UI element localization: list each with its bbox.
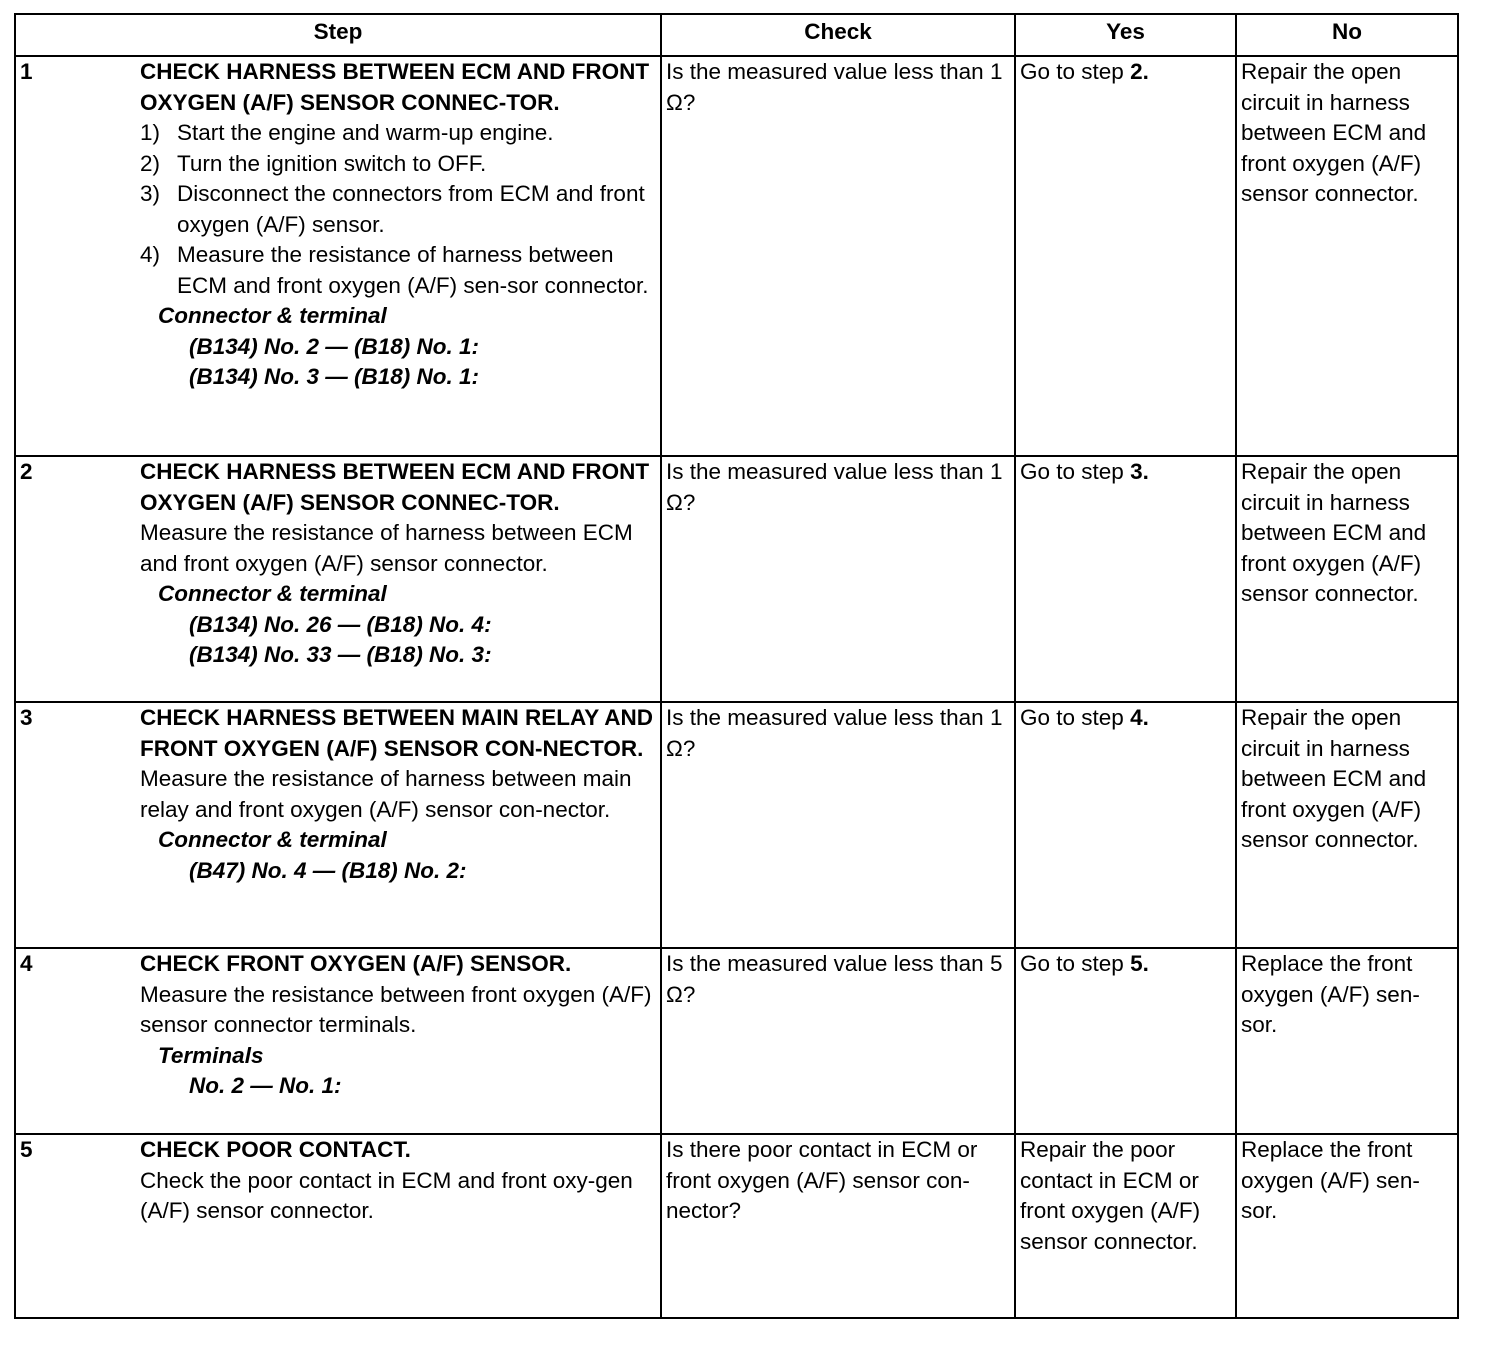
check-cell: Is the measured value less than 1 Ω? xyxy=(661,702,1015,948)
step-body: Measure the resistance of harness between ECM and front oxygen (A/F) sensor connector. xyxy=(140,520,633,576)
check-cell: Is there poor contact in ECM or front oxygen (A/F) sensor con-nector? xyxy=(661,1134,1015,1318)
step-body: Check the poor contact in ECM and front oxy-gen (A/F) sensor connector. xyxy=(140,1167,633,1223)
check-cell: Is the measured value less than 5 Ω? xyxy=(661,948,1015,1134)
step-description xyxy=(136,456,661,702)
step-description xyxy=(136,1134,661,1318)
terminal-line: No. 2 — No. 1: xyxy=(189,1073,342,1098)
header-check: Check xyxy=(661,14,1015,56)
step-number: 5 xyxy=(15,1134,136,1318)
connector-terminal-line: (B134) No. 33 — (B18) No. 3: xyxy=(189,642,492,667)
list-item: 3) Disconnect the connectors from ECM and front oxygen (A/F) sensor. xyxy=(140,181,645,237)
step-body: Measure the resistance of harness between main relay and front oxygen (A/F) sensor con-nector. xyxy=(140,766,632,822)
no-cell: Repair the open circuit in harness between ECM and front oxygen (A/F) sensor connector. xyxy=(1236,702,1458,948)
header-yes: Yes xyxy=(1015,14,1236,56)
step-number: 2 xyxy=(15,456,136,702)
yes-cell: Go to step 2. xyxy=(1015,56,1236,456)
table-row xyxy=(15,948,1458,1134)
connector-terminal-label: Connector & terminal xyxy=(158,827,387,852)
substep-list xyxy=(140,118,656,301)
connector-terminal-line: (B134) No. 2 — (B18) No. 1: xyxy=(189,333,480,359)
connector-terminal-line: (B134) No. 3 — (B18) No. 1: xyxy=(189,364,480,389)
step-number: 1 xyxy=(15,56,136,456)
yes-cell: Repair the poor contact in ECM or front oxygen (A/F) sensor connector. xyxy=(1015,1134,1236,1318)
connector-terminal-line: (B134) No. 26 — (B18) No. 4: xyxy=(189,611,492,637)
table-header-row xyxy=(15,14,1458,56)
step-title: CHECK POOR CONTACT. xyxy=(140,1137,411,1162)
no-cell: Replace the front oxygen (A/F) sen-sor. xyxy=(1236,948,1458,1134)
step-title: CHECK HARNESS BETWEEN MAIN RELAY AND FRONT OXYGEN (A/F) SENSOR CON-NECTOR. xyxy=(140,705,653,761)
step-body: Measure the resistance between front oxygen (A/F) sensor connector terminals. xyxy=(140,981,652,1037)
yes-cell: Go to step 4. xyxy=(1015,702,1236,948)
connector-terminal-label: Connector & terminal xyxy=(158,581,387,606)
yes-step-number: 4. xyxy=(1130,705,1149,730)
step-title: CHECK FRONT OXYGEN (A/F) SENSOR. xyxy=(140,951,572,976)
list-item: 2) Turn the ignition switch to OFF. xyxy=(140,150,487,176)
yes-cell: Go to step 3. xyxy=(1015,456,1236,702)
step-title: CHECK HARNESS BETWEEN ECM AND FRONT OXYGEN (A/F) SENSOR CONNEC-TOR. xyxy=(140,459,650,515)
terminals-label: Terminals xyxy=(158,1042,264,1068)
list-item: 1) Start the engine and warm-up engine. xyxy=(140,120,554,145)
yes-step-number: 2. xyxy=(1130,59,1149,84)
step-number: 4 xyxy=(15,948,136,1134)
table-row xyxy=(15,1134,1458,1318)
no-cell: Repair the open circuit in harness between ECM and front oxygen (A/F) sensor connector. xyxy=(1236,456,1458,702)
check-cell: Is the measured value less than 1 Ω? xyxy=(661,56,1015,456)
no-cell: Repair the open circuit in harness between ECM and front oxygen (A/F) sensor connector. xyxy=(1236,56,1458,456)
check-cell: Is the measured value less than 1 Ω? xyxy=(661,456,1015,702)
yes-step-number: 5. xyxy=(1130,951,1149,976)
no-cell: Replace the front oxygen (A/F) sen-sor. xyxy=(1236,1134,1458,1318)
step-description xyxy=(136,56,661,456)
diagnostic-table xyxy=(14,13,1459,1319)
connector-terminal-line: (B47) No. 4 — (B18) No. 2: xyxy=(189,857,467,883)
step-description xyxy=(136,948,661,1134)
list-item: 4) Measure the resistance of harness between ECM and front oxygen (A/F) sen-sor connector. xyxy=(140,242,649,298)
header-step: Step xyxy=(15,14,661,56)
step-description xyxy=(136,702,661,948)
step-title: CHECK HARNESS BETWEEN ECM AND FRONT OXYGEN (A/F) SENSOR CONNEC-TOR. xyxy=(140,59,650,115)
table-row xyxy=(15,456,1458,702)
connector-terminal-label: Connector & terminal xyxy=(158,303,387,328)
yes-step-number: 3. xyxy=(1130,459,1149,484)
header-no: No xyxy=(1236,14,1458,56)
step-number: 3 xyxy=(15,702,136,948)
table-row xyxy=(15,56,1458,456)
table-row xyxy=(15,702,1458,948)
yes-cell: Go to step 5. xyxy=(1015,948,1236,1134)
